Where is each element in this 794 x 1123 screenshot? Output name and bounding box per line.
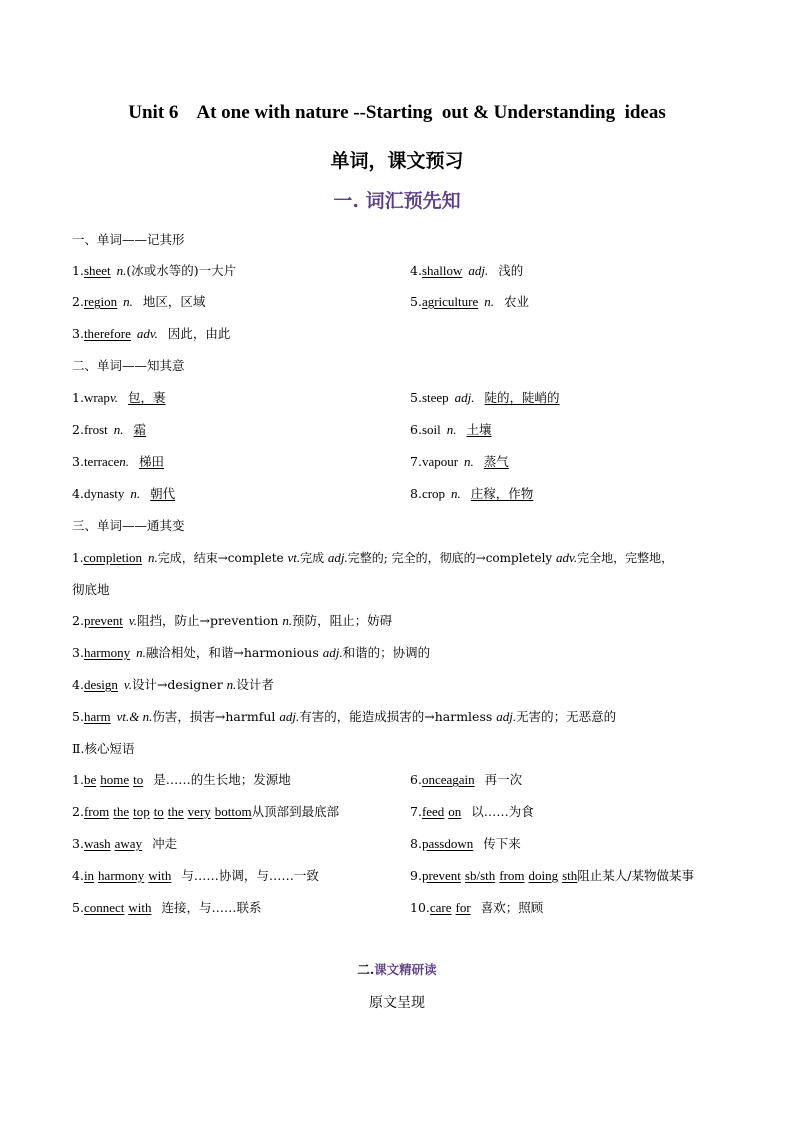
section-heading-vocabulary: 一. 词汇预先知: [333, 190, 461, 212]
vocab-item: 3.terracen. 梯田: [72, 454, 165, 469]
word-family-line: 4.design v.设计→designer n.设计者: [72, 677, 274, 692]
phrase-item: 6.onceagain 再一次: [410, 772, 523, 787]
vocab-item: 3.therefore adv. 因此，由此: [72, 326, 231, 341]
part3-heading: 三、单词——通其变: [72, 518, 185, 533]
word-family-line-continued: 彻底地: [72, 582, 110, 597]
vocab-item: 4.shallow adj. 浅的: [410, 263, 524, 278]
part2-heading: 二、单词——知其意: [72, 358, 185, 373]
section-heading-text-study: 二.课文精研读: [357, 962, 437, 977]
vocab-item: 5.steep adj. 陡的，陡峭的: [410, 390, 560, 405]
word-family-line: 1.completion n.完成，结束→complete vt.完成 adj.完整的; 完全的，彻底的→completely adv.完全地，完整地，: [72, 550, 674, 565]
phrase-item: 1.be home to 是……的生长地；发源地: [72, 772, 291, 787]
original-text-label: 原文呈现: [369, 995, 425, 1011]
word-family-line: 3.harmony n.融洽相处，和谐→harmonious adj.和谐的；协调的: [72, 645, 431, 660]
word-family-line: 2.prevent v.阻挡，防止→prevention n.预防，阻止；妨碍: [72, 613, 393, 628]
phrase-item: 4.in harmony with 与……协调，与……一致: [72, 868, 319, 883]
phrase-item: 9.prevent sb/sth from doing sth阻止某人/某物做某事: [410, 868, 694, 883]
vocab-item: 6.soil n. 土壤: [410, 422, 492, 437]
document-subtitle: 单词，课文预习: [330, 150, 464, 172]
vocab-item: 2.region n. 地区，区域: [72, 294, 206, 309]
vocab-item: 1.wrapv. 包，裹: [72, 390, 166, 405]
document-title: Unit 6 At one with nature --Starting out & Understanding ideas: [128, 102, 666, 123]
vocab-item: 1.sheet n.(冰或水等的)一大片: [72, 263, 237, 278]
phrase-item: 7.feed on 以……为食: [410, 804, 534, 819]
vocab-item: 2.frost n. 霜: [72, 422, 147, 437]
part1-heading: 一、单词——记其形: [72, 232, 185, 247]
word-family-line: 5.harm vt.& n.伤害，损害→harmful adj.有害的，能造成损害的→harmless adj.无害的；无恶意的: [72, 709, 617, 724]
phrase-item: 3.wash away 冲走: [72, 836, 178, 851]
phrase-item: 8.passdown 传下来: [410, 836, 521, 851]
vocab-item: 5.agriculture n. 农业: [410, 294, 530, 309]
phrase-item: 5.connect with 连接，与……联系: [72, 900, 262, 915]
part4-heading: Ⅱ.核心短语: [72, 741, 135, 756]
phrase-item: 2.from the top to the very bottom从顶部到最底部: [72, 804, 340, 819]
vocab-item: 8.crop n. 庄稼，作物: [410, 486, 534, 501]
phrase-item: 10.care for 喜欢；照顾: [410, 900, 544, 915]
vocab-item: 4.dynasty n. 朝代: [72, 486, 176, 501]
vocab-item: 7.vapour n. 蒸气: [410, 454, 509, 469]
